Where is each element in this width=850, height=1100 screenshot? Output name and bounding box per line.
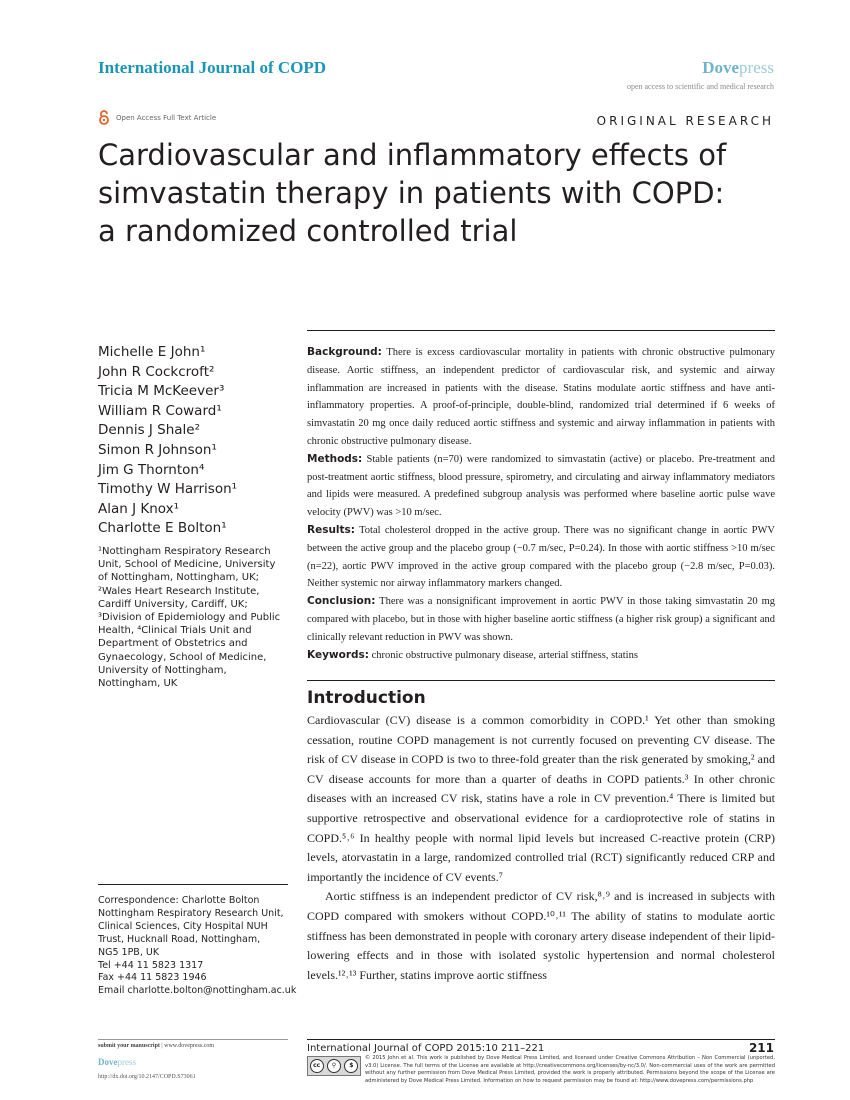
open-access-lock-icon [98, 110, 110, 125]
author: Timothy W Harrison¹ [98, 481, 238, 498]
paragraph: Aortic stiffness is an independent predictor of CV risk,⁸˒⁹ and is increased in subjects with COPD compared with smokers without COPD.¹⁰˒¹¹ The ability of statins to modulate aortic stiffness has been demonstrated in people with coronary artery disease independent of their lipid-lowering effects and in those with isolated systolic hypertension and normal cholesterol levels.¹²˒¹³ Further, statins improve aortic stiffness [307, 889, 775, 982]
author: John R Cockcroft² [98, 363, 215, 380]
introduction-heading: Introduction [307, 688, 426, 708]
correspondence-line: Correspondence: Charlotte Bolton [98, 895, 260, 906]
abstract-text: There is excess cardiovascular mortality in patients with chronic obstructive pulmonary disease. Aortic stiffness, an independent predictor of cardiovascular risk, and systemic and airway inflammation are increased in patients with the disease. Statins modulate aortic stiffness and have anti-inflammatory properties. A proof-of-principle, double-blind, randomized trial determined if 6 weeks of simvastatin 20 mg once daily reduced aortic stiffness and systemic and airway inflammation in patients with chronic obstructive pulmonary disease. [307, 347, 775, 447]
author: Dennis J Shale² [98, 422, 201, 439]
correspondence-rule [98, 884, 288, 885]
abstract-text: Total cholesterol dropped in the active group. There was no significant change in aortic PWV between the active group and the placebo group (−0.7 m/sec, P=0.24). In those with aortic stiffness >10 m/sec (n=22), aortic PWV improved in the active group compared with the placebo group (−2.8 m/sec, P=0.03). Neither systemic nor airway inflammatory markers changed. [307, 524, 775, 590]
footer-rule-right [307, 1039, 775, 1040]
author: Charlotte E Bolton¹ [98, 520, 227, 537]
abstract-text: There was a nonsignificant improvement in aortic PWV in those taking simvastatin 20 mg compared with placebo, but in those with higher baseline aortic stiffness (a higher risk group) a significant and clinically relevant reduction in PWV was shown. [307, 596, 775, 643]
publisher-logo [702, 58, 774, 78]
submit-url: | www.dovepress.com [161, 1043, 215, 1049]
correspondence-line: Tel +44 11 5823 1317 [98, 959, 204, 971]
journal-citation: International Journal of COPD 2015:10 211–221 [307, 1043, 545, 1054]
open-access-badge [98, 110, 216, 125]
journal-name: International Journal of COPD [98, 58, 327, 77]
submit-manuscript-link[interactable] [98, 1043, 214, 1049]
author: William R Coward¹ [98, 402, 222, 419]
abstract-label: Background: [307, 346, 382, 358]
introduction-rule [307, 680, 775, 681]
page-number: 211 [748, 1041, 774, 1055]
abstract-label: Results: [307, 523, 355, 536]
abstract-keywords [307, 647, 775, 665]
license-text: © 2015 John et al. This work is published by Dove Medical Press Limited, and licensed under Creative Commons Attribution – Non Commercial (unported, v3.0) License. The full terms of the License are available at http://creativecommons.org/licenses/by-nc/3.0/. Non-commercial uses of the work are permitted without any further permission from Dove Medical Press Limited, provided the work is properly attributed. Permissions beyond the scope of the License are administered by Dove Medical Press Limited. Information on how to request permission may be found at: http://www.dovepress.com/permissions.php [365, 1055, 775, 1084]
creative-commons-badge[interactable] [307, 1056, 361, 1076]
by-icon: ⚲ [327, 1059, 341, 1073]
nc-icon: $ [344, 1059, 358, 1073]
author: Alan J Knox¹ [98, 500, 180, 517]
publisher-main: Dove [702, 58, 740, 77]
abstract-text: chronic obstructive pulmonary disease, arterial stiffness, statins [371, 649, 638, 661]
affiliations: ¹Nottingham Respiratory Research Unit, School of Medicine, University of Nottingham, Nottingham, UK; ²Wales Heart Research Institute, Cardiff University, Cardiff, UK; ³Division of Epidemiology and Public Health, ⁴Clinical Trials Unit and Department of Obstetrics and Gynaecology, School of Medicine, University of Nottingham, Nottingham, UK [98, 546, 281, 690]
article-type: ORIGINAL RESEARCH [596, 114, 774, 128]
dove-main: Dove [98, 1057, 118, 1067]
author: Simon R Johnson¹ [98, 441, 217, 458]
correspondence-line: Nottingham Respiratory Research Unit, [98, 907, 284, 919]
abstract-text: Stable patients (n=70) were randomized to simvastatin (active) or placebo. Pre-treatment and post-treatment aortic stiffness, blood pressure, spirometry, and circulating and airway inflammatory mediators and lipids were measured. A predefined subgroup analysis was performed where baseline aortic pulse wave velocity (PWV) was >10 m/sec. [307, 453, 775, 519]
abstract-label: Conclusion: [307, 595, 376, 608]
abstract [307, 344, 775, 664]
correspondence-line: Clinical Sciences, City Hospital NUH [98, 920, 268, 932]
cc-icon: cc [310, 1059, 324, 1073]
correspondence-email[interactable]: Email charlotte.bolton@nottingham.ac.uk [98, 985, 297, 997]
paragraph: Cardiovascular (CV) disease is a common comorbidity in COPD.¹ Yet other than smoking cessation, routine COPD management is not currently focused on preventing CV disease. The risk of CV disease in COPD is two to three-fold greater than the risk generated by smoking,² and CV disease accounts for more than a quarter of deaths in COPD patients.³ In other chronic diseases with an increased CV risk, statins have a role in CV prevention.⁴ There is limited but supportive retrospective and observational evidence for a cardioprotective role of statins in COPD.⁵˒⁶ In healthy people with normal lipid levels but increased C-reactive protein (CRP) levels, atorvastatin in a large, randomized controlled trial (RCT) significantly reduced CRP and importantly the incidence of CV events.⁷ [307, 713, 775, 884]
title-line: simvastatin therapy in patients with COPD: [98, 176, 725, 210]
author: Michelle E John¹ [98, 344, 206, 360]
footer-rule-left [98, 1039, 288, 1040]
title-line: Cardiovascular and inflammatory effects of [98, 138, 727, 172]
abstract-label: Methods: [307, 452, 363, 465]
abstract-methods [307, 451, 775, 522]
abstract-top-rule [307, 330, 775, 331]
submit-label: submit your manuscript [98, 1043, 160, 1049]
article-title [98, 136, 788, 250]
doi-link[interactable]: http://dx.doi.org/10.2147/COPD.S73061 [98, 1074, 196, 1080]
correspondence-line: Trust, Hucknall Road, Nottingham, [98, 933, 261, 945]
introduction-body [307, 711, 775, 985]
author: Tricia M McKeever³ [98, 383, 225, 400]
title-line: a randomized controlled trial [98, 214, 518, 248]
abstract-results [307, 522, 775, 593]
abstract-background [307, 344, 775, 451]
open-access-label: Open Access Full Text Article [116, 113, 217, 122]
dove-suffix: press [117, 1057, 136, 1067]
abstract-label: Keywords: [307, 648, 369, 661]
correspondence-line: NG5 1PB, UK [98, 946, 160, 958]
publisher-tagline: open access to scientific and medical research [626, 82, 774, 91]
author: Jim G Thornton⁴ [98, 461, 205, 478]
publisher-suffix: press [739, 58, 774, 77]
correspondence-line: Fax +44 11 5823 1946 [98, 972, 207, 984]
author-list [98, 343, 298, 539]
abstract-conclusion [307, 593, 775, 646]
correspondence-block [98, 895, 298, 998]
dovepress-footer-logo [98, 1057, 136, 1067]
